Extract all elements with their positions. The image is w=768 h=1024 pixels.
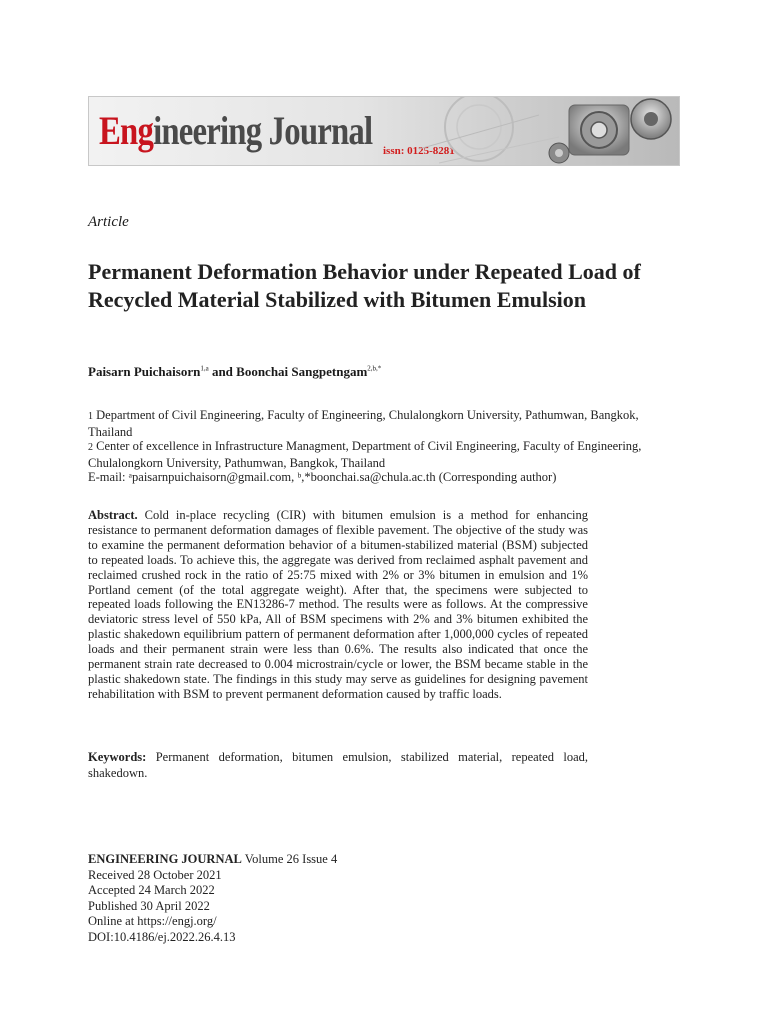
journal-volume-line [88,852,337,868]
author-line [88,364,381,380]
affiliation-text: Center of excellence in Infrastructure Managment, Department of Civil Engineering, Faculty of Engineering, Chulalongkorn University, Pathumwan, Bangkok, Thailand [88,439,642,470]
received-date: Received 28 October 2021 [88,867,222,882]
journal-name: ENGINEERING JOURNAL [88,852,242,866]
affiliation-2 [88,439,648,471]
article-type-label: Article [88,214,129,230]
accepted-date: Accepted 24 March 2022 [88,883,215,897]
keywords-paragraph [88,750,588,781]
author-1: Paisarn Puichaisorn [88,364,201,379]
abstract-text: Cold in-place recycling (CIR) with bitumen emulsion is a method for enhancing resistance to permanent deformation damages of flexible pavement. The objective of the study was to examine the permanent deformation behavior of a bitumen-stabilized material (BSM) subjected to repeated loads. To achieve this, the aggregate was derived from reclaimed asphalt pavement and reclaimed crushed rock in the ratio of 25:75 mixed with 2% or 3% bitumen in emulsion and 1% Portland cement (of the total aggregate weight). After that, the specimens were subjected to repeated loads following the EN13286-7 method. The results were as follows. At the compressive deviatoric stress level of 550 kPa, All of BSM specimens with 2% and 3% bitumen exhibited the plastic shakedown equilibrium pattern of permanent deformation after 1,000,000 cycles of repeated loads and their permanent strain were less than 0.6%. The results also indicated that once the permanent strain rate decreased to 0.004 microstrain/cycle or lower, the BSM became stable in the plastic shakedown state. The findings in this study may serve as guidelines for designing pavement rehabilitation with BSM to prevent permanent deformation caused by traffic loads. [88,508,588,701]
keywords-label: Keywords: [88,750,147,764]
online-url[interactable]: Online at https://engj.org/ [88,914,217,928]
keywords-text: Permanent deformation, bitumen emulsion, stabilized material, repeated load, shakedown. [88,750,588,780]
affiliation-number: 1 [88,411,93,422]
publication-info [88,852,337,945]
affiliation-text: Department of Civil Engineering, Faculty of Engineering, Chulalongkorn University, Pathumwan, Bangkok, Thailand [88,408,639,439]
affiliation-number: 2 [88,442,93,453]
logo-rest-part: ineering Journal [153,108,373,153]
volume-issue: Volume 26 Issue 4 [241,852,338,866]
author-connector: and [208,364,237,379]
journal-banner [88,96,680,166]
author-2-affil-marks: 2,b,* [367,364,382,373]
doi[interactable]: DOI:10.4186/ej.2022.26.4.13 [88,929,236,944]
journal-logo [99,107,372,155]
author-1-affil-marks: 1,a [200,364,209,373]
issn-label: issn: 0125-8281 [383,145,455,157]
logo-red-part: Eng [99,108,154,153]
author-2: Boonchai Sangpetngam [236,364,368,379]
abstract-paragraph [88,508,588,702]
published-date: Published 30 April 2022 [88,898,210,913]
abstract-label: Abstract. [88,508,138,522]
email-line: E-mail: ᵃpaisarnpuichaisorn@gmail.com, ᵇ,*boonchai.sa@chula.ac.th (Corresponding author) [88,470,557,484]
affiliation-1 [88,408,648,440]
gears-illustration [419,97,679,165]
paper-title: Permanent Deformation Behavior under Repeated Load of Recycled Material Stabilized with Bitumen Emulsion [88,259,641,312]
